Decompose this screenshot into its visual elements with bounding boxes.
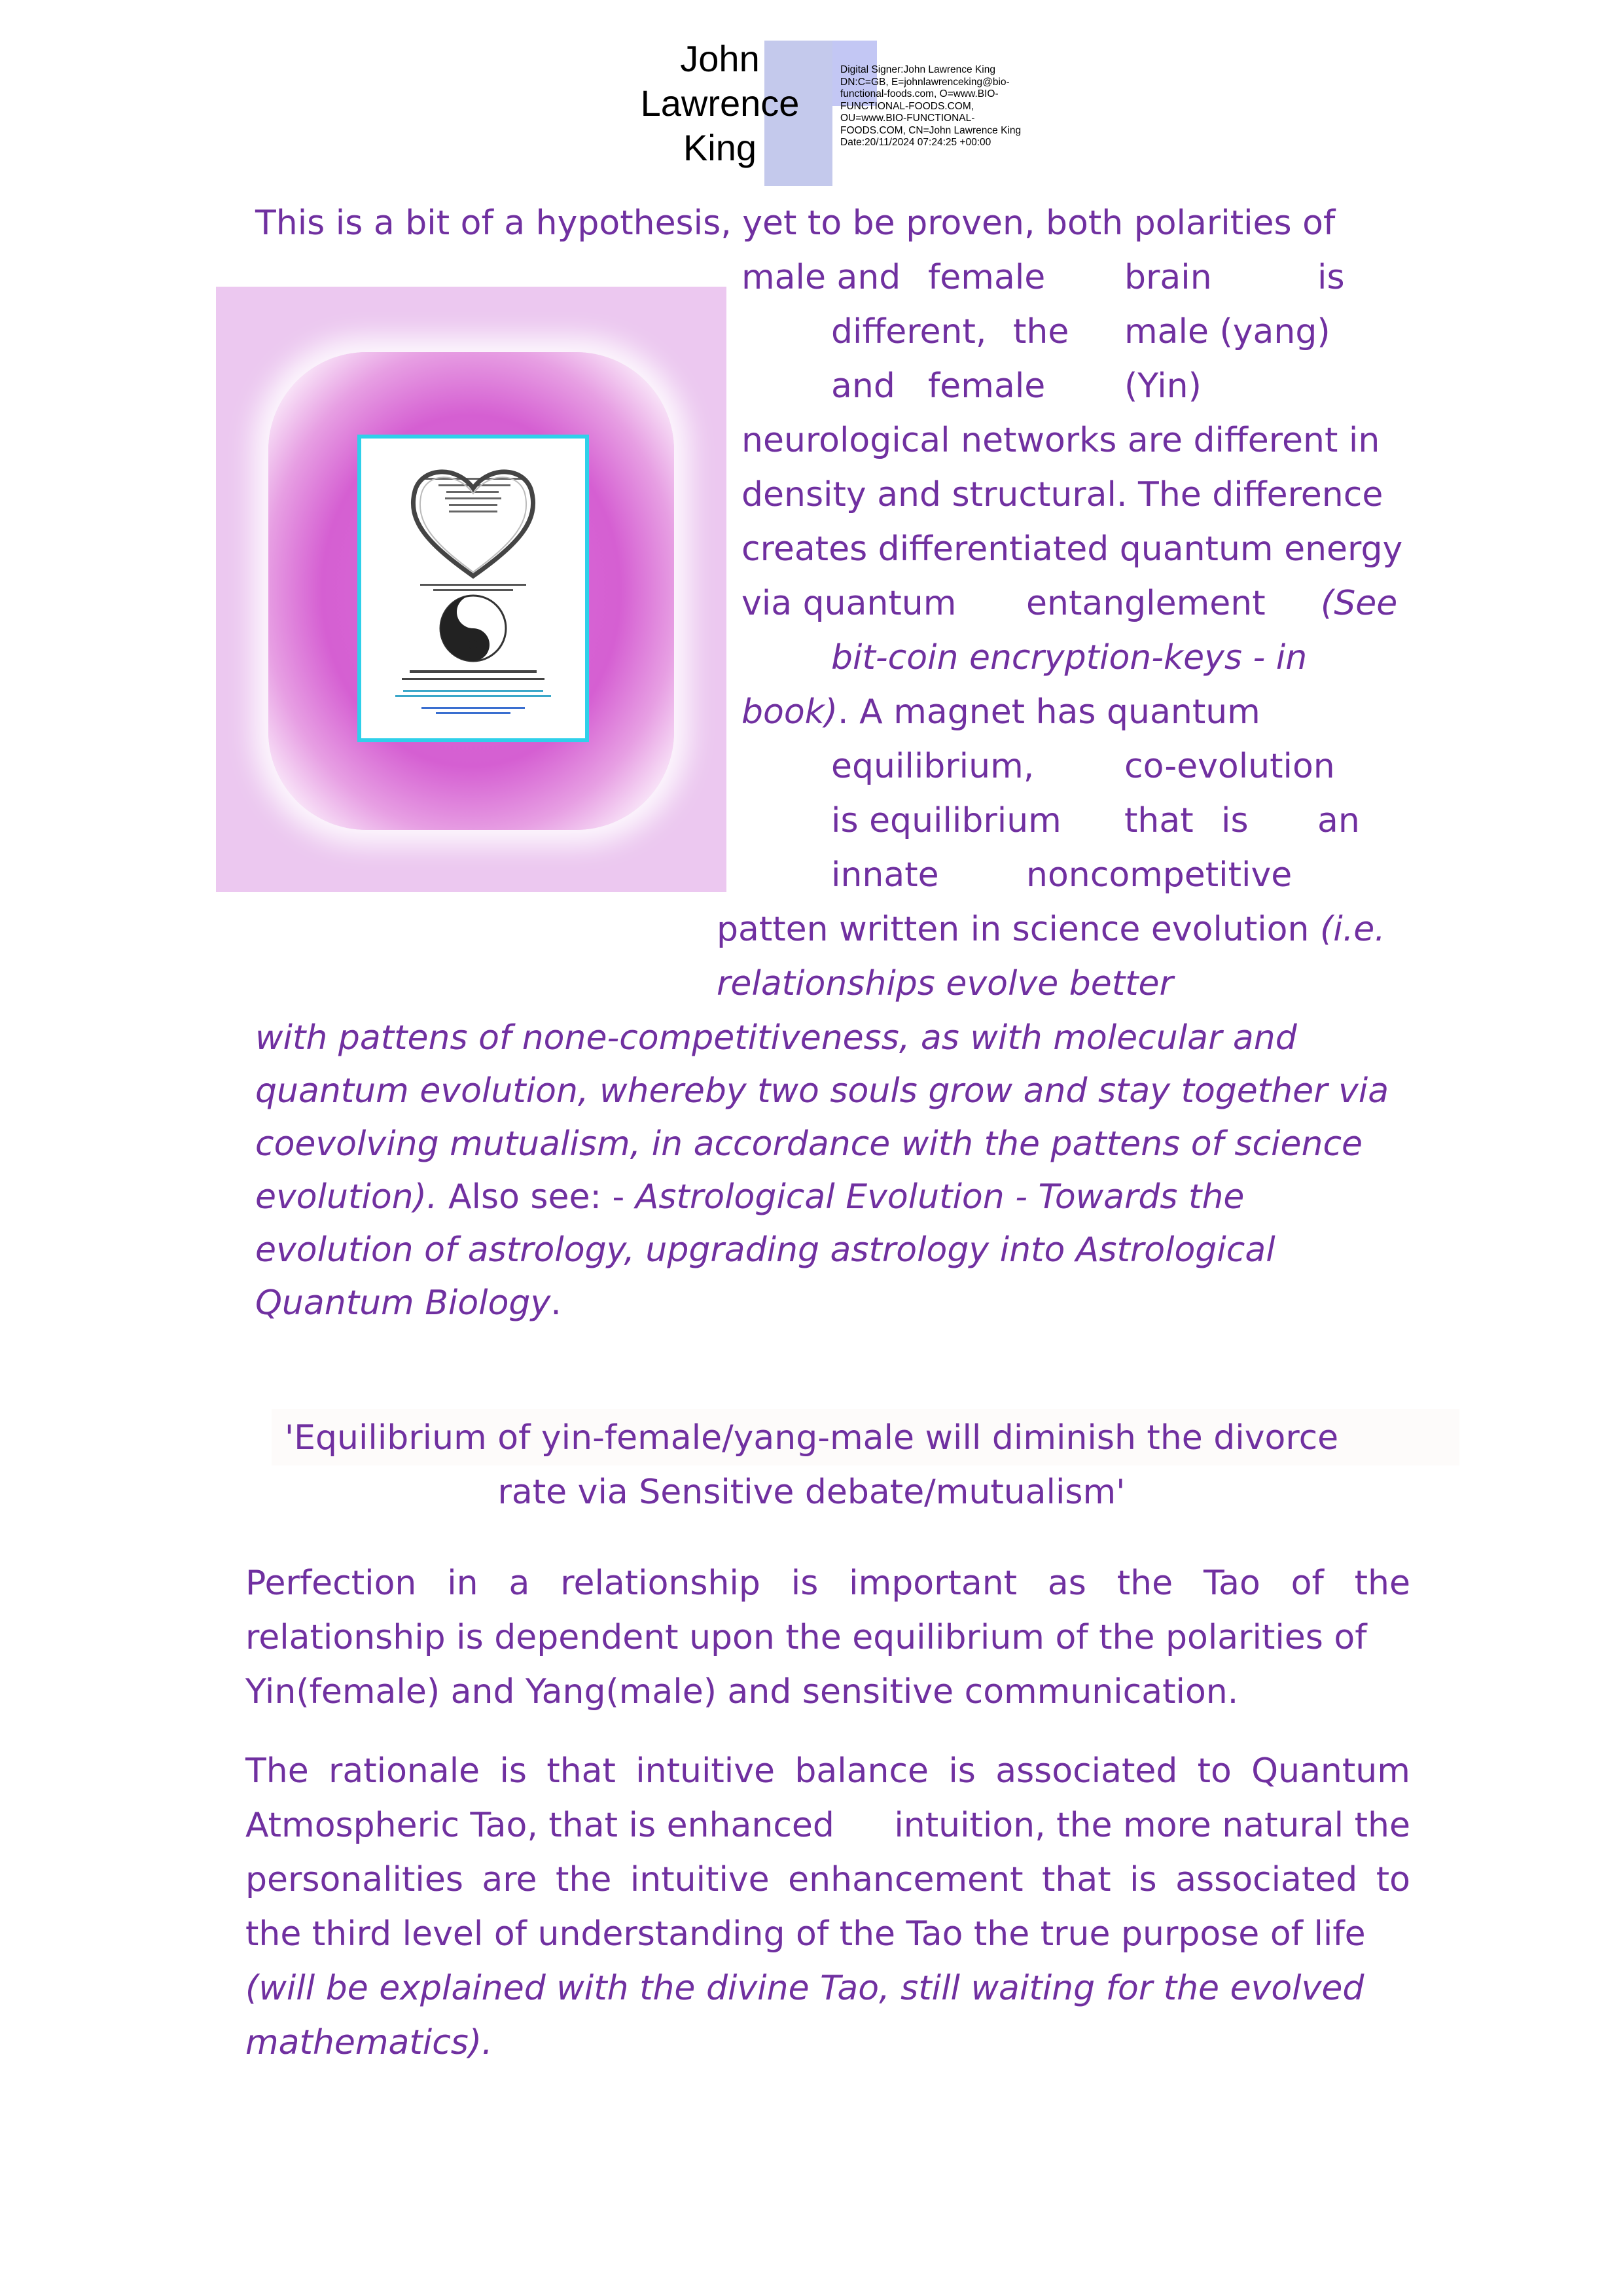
word: to (1376, 1860, 1410, 1899)
word: Quantum (1251, 1751, 1410, 1791)
hypothesis-line (255, 1276, 562, 1330)
word: enhancement (788, 1860, 1024, 1899)
hypothesis-line: male (yang) (1124, 312, 1330, 351)
hypothesis-fragment: patten written in science evolution (717, 910, 1320, 949)
hypothesis-line: noncompetitive (1026, 855, 1293, 895)
word: important (849, 1564, 1018, 1603)
signer-name-line: Lawrence (640, 82, 800, 124)
hypothesis-line: co-evolution (1124, 747, 1335, 786)
word: of (1291, 1564, 1324, 1603)
hypothesis-fragment: Also see: - (437, 1177, 635, 1217)
rationale-paragraph-line: (will be explained with the divine Tao, still waiting for the evolved (245, 1969, 1364, 2008)
text-fragment: intuition, the more natural the (894, 1806, 1410, 1845)
hypothesis-line: density and structural. The difference (741, 475, 1383, 514)
perfection-paragraph-line: relationship is dependent upon the equilibrium of the polarities of (245, 1618, 1367, 1657)
rationale-paragraph-line: the third level of understanding of the Tao the true purpose of life (245, 1914, 1366, 1954)
word: in (447, 1564, 478, 1603)
hypothesis-line: female (928, 258, 1046, 297)
word: associated (995, 1751, 1178, 1791)
hypothesis-fragment: Astrological Evolution - Towards the (635, 1177, 1245, 1217)
hypothesis-line: female (928, 367, 1046, 406)
hypothesis-line: brain (1124, 258, 1212, 297)
word: is (948, 1751, 976, 1791)
rationale-paragraph-line (245, 1799, 1410, 1852)
word: are (482, 1860, 537, 1899)
word: the (1354, 1564, 1410, 1603)
hypothesis-fragment: Quantum Biology (255, 1283, 551, 1323)
hypothesis-line: evolution of astrology, upgrading astrology into Astrological (255, 1230, 1275, 1270)
hypothesis-line (255, 1170, 1244, 1224)
hypothesis-line: different, (831, 312, 987, 351)
signature-detail-line: Date:20/11/2024 07:24:25 +00:00 (840, 137, 991, 148)
signature-detail-line: OU=www.BIO-FUNCTIONAL- (840, 113, 975, 124)
hypothesis-line: via quantum (741, 584, 957, 623)
hypothesis-line: equilibrium, (831, 747, 1035, 786)
hypothesis-line: is (1317, 258, 1345, 297)
word: as (1047, 1564, 1086, 1603)
hypothesis-line: entanglement (1026, 584, 1266, 623)
hypothesis-fragment: (i.e. (1319, 910, 1385, 949)
signer-name-line: King (683, 127, 757, 168)
hypothesis-line: bit-coin encryption-keys - in (831, 638, 1308, 677)
yin-yang-heart-picture (216, 287, 726, 892)
signature-detail-line: DN:C=GB, E=johnlawrenceking@bio- (840, 76, 1010, 88)
word: personalities (245, 1860, 463, 1899)
signature-detail-line: FOODS.COM, CN=John Lawrence King (840, 124, 1022, 136)
word: rationale (329, 1751, 480, 1791)
word: is (1130, 1860, 1157, 1899)
hypothesis-line: This is a bit of a hypothesis, yet to be proven, both polarities of (255, 204, 1336, 243)
picture-card (357, 435, 589, 742)
rationale-paragraph-line (245, 1744, 1410, 1798)
quote-line: rate via Sensitive debate/mutualism' (497, 1473, 1126, 1512)
rationale-paragraph-line: mathematics). (245, 2023, 493, 2062)
word: that (1041, 1860, 1111, 1899)
hypothesis-line: is (1221, 801, 1249, 840)
word: Tao (1203, 1564, 1260, 1603)
word: associated (1175, 1860, 1358, 1899)
hypothesis-fragment: evolution). (255, 1177, 438, 1217)
word: The (245, 1751, 309, 1791)
hypothesis-line: an (1317, 801, 1360, 840)
hypothesis-line: coevolving mutualism, in accordance with the pattens of science (255, 1124, 1363, 1164)
hypothesis-line: is equilibrium (831, 801, 1061, 840)
hypothesis-fragment: . (550, 1283, 562, 1323)
signature-details (840, 64, 1076, 149)
text-fragment: Atmospheric Tao, that is enhanced (245, 1806, 834, 1845)
word: is (499, 1751, 527, 1791)
word: Perfection (245, 1564, 417, 1603)
hypothesis-line: and (831, 367, 895, 406)
hypothesis-line: neurological networks are different in (741, 421, 1380, 460)
word: balance (794, 1751, 929, 1791)
hypothesis-line: relationships evolve better (717, 964, 1173, 1003)
word: the (556, 1860, 612, 1899)
word: a (508, 1564, 530, 1603)
hypothesis-line: innate (831, 855, 939, 895)
rationale-paragraph-line (245, 1853, 1410, 1907)
hypothesis-line: creates differentiated quantum energy (741, 529, 1403, 569)
word: to (1197, 1751, 1232, 1791)
word: is (791, 1564, 819, 1603)
hypothesis-line (717, 903, 1385, 956)
word: relationship (560, 1564, 760, 1603)
hypothesis-line (741, 685, 1260, 739)
word: that (546, 1751, 616, 1791)
quote-line: 'Equilibrium of yin-female/yang-male will diminish the divorce (284, 1418, 1339, 1458)
hypothesis-line: that (1124, 801, 1194, 840)
word: the (1116, 1564, 1173, 1603)
signature-detail-line: FUNCTIONAL-FOODS.COM, (840, 100, 974, 112)
word: intuitive (635, 1751, 776, 1791)
signature-detail-line: Digital Signer:John Lawrence King (840, 64, 995, 75)
hypothesis-line: (See (1321, 584, 1398, 623)
signer-name-line: John (680, 38, 760, 79)
hypothesis-line: male and (741, 258, 901, 297)
hypothesis-fragment: . A magnet has quantum (838, 692, 1260, 732)
hypothesis-line: the (1013, 312, 1069, 351)
perfection-paragraph-line: Yin(female) and Yang(male) and sensitive communication. (245, 1672, 1239, 1712)
heart-and-yin-yang-illustration (361, 439, 585, 738)
word: intuitive (630, 1860, 770, 1899)
hypothesis-line: (Yin) (1124, 367, 1202, 406)
signer-name (628, 37, 812, 170)
perfection-paragraph-line (245, 1556, 1410, 1610)
signature-detail-line: functional-foods.com, O=www.BIO- (840, 88, 999, 99)
hypothesis-line: quantum evolution, whereby two souls grow and stay together via (255, 1071, 1389, 1111)
hypothesis-fragment: book) (741, 692, 838, 732)
hypothesis-line: with pattens of none-competitiveness, as with molecular and (255, 1018, 1297, 1058)
